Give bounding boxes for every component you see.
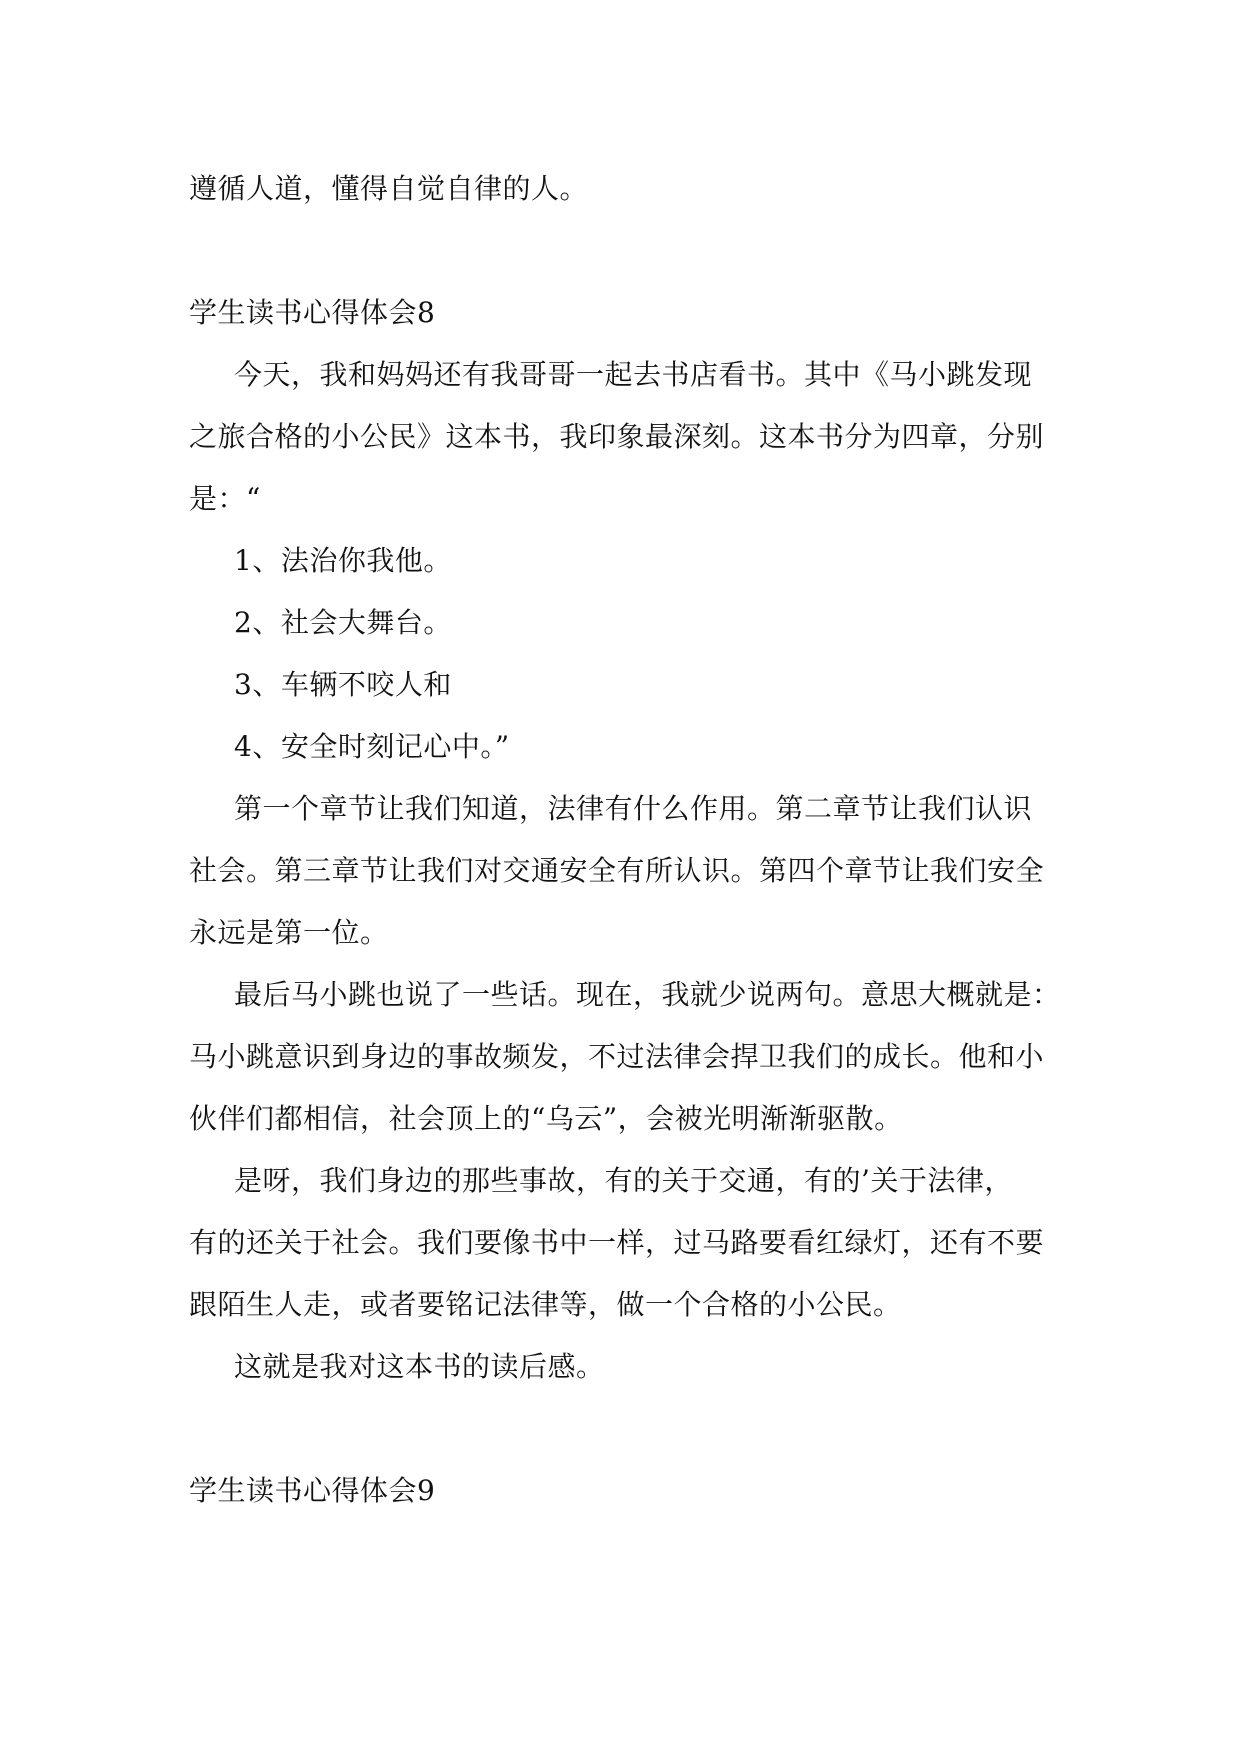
paragraph-line: 社会。第三章节让我们对交通安全有所认识。第四个章节让我们安全	[189, 854, 1045, 887]
section-spacer	[189, 220, 1059, 282]
list-item-4: 4、安全时刻记心中。”	[234, 730, 510, 763]
paragraph-line: 是：“	[189, 482, 261, 515]
paragraph-line: 伙伴们都相信，社会顶上的“乌云”，会被光明渐渐驱散。	[189, 1102, 903, 1135]
section-heading-8: 学生读书心得体会8	[189, 296, 436, 329]
list-item-1: 1、法治你我他。	[234, 544, 452, 577]
paragraph-line: 永远是第一位。	[189, 916, 389, 949]
paragraph-line: 第一个章节让我们知道，法律有什么作用。第二章节让我们认识	[234, 792, 1033, 825]
paragraph-line: 马小跳意识到身边的事故频发，不过法律会捍卫我们的成长。他和小	[189, 1040, 1045, 1073]
list-item-3: 3、车辆不咬人和	[234, 668, 452, 701]
paragraph-line: 这就是我对这本书的读后感。	[234, 1350, 605, 1383]
paragraph-line: 之旅合格的小公民》这本书，我印象最深刻。这本书分为四章，分别	[189, 420, 1045, 453]
text-line-closing: 遵循人道，懂得自觉自律的人。	[189, 172, 589, 205]
paragraph-line: 是呀，我们身边的那些事故，有的关于交通，有的’关于法律，	[234, 1164, 1013, 1197]
paragraph-line: 有的还关于社会。我们要像书中一样，过马路要看红绿灯，还有不要	[189, 1226, 1045, 1259]
document-body	[189, 158, 1059, 1522]
paragraph-line: 最后马小跳也说了一些话。现在，我就少说两句。意思大概就是：	[234, 978, 1061, 1011]
section-spacer	[189, 1398, 1059, 1460]
section-heading-9: 学生读书心得体会9	[189, 1474, 436, 1507]
list-item-2: 2、社会大舞台。	[234, 606, 452, 639]
paragraph-line: 今天，我和妈妈还有我哥哥一起去书店看书。其中《马小跳发现	[234, 358, 1033, 391]
paragraph-line: 跟陌生人走，或者要铭记法律等，做一个合格的小公民。	[189, 1288, 902, 1321]
